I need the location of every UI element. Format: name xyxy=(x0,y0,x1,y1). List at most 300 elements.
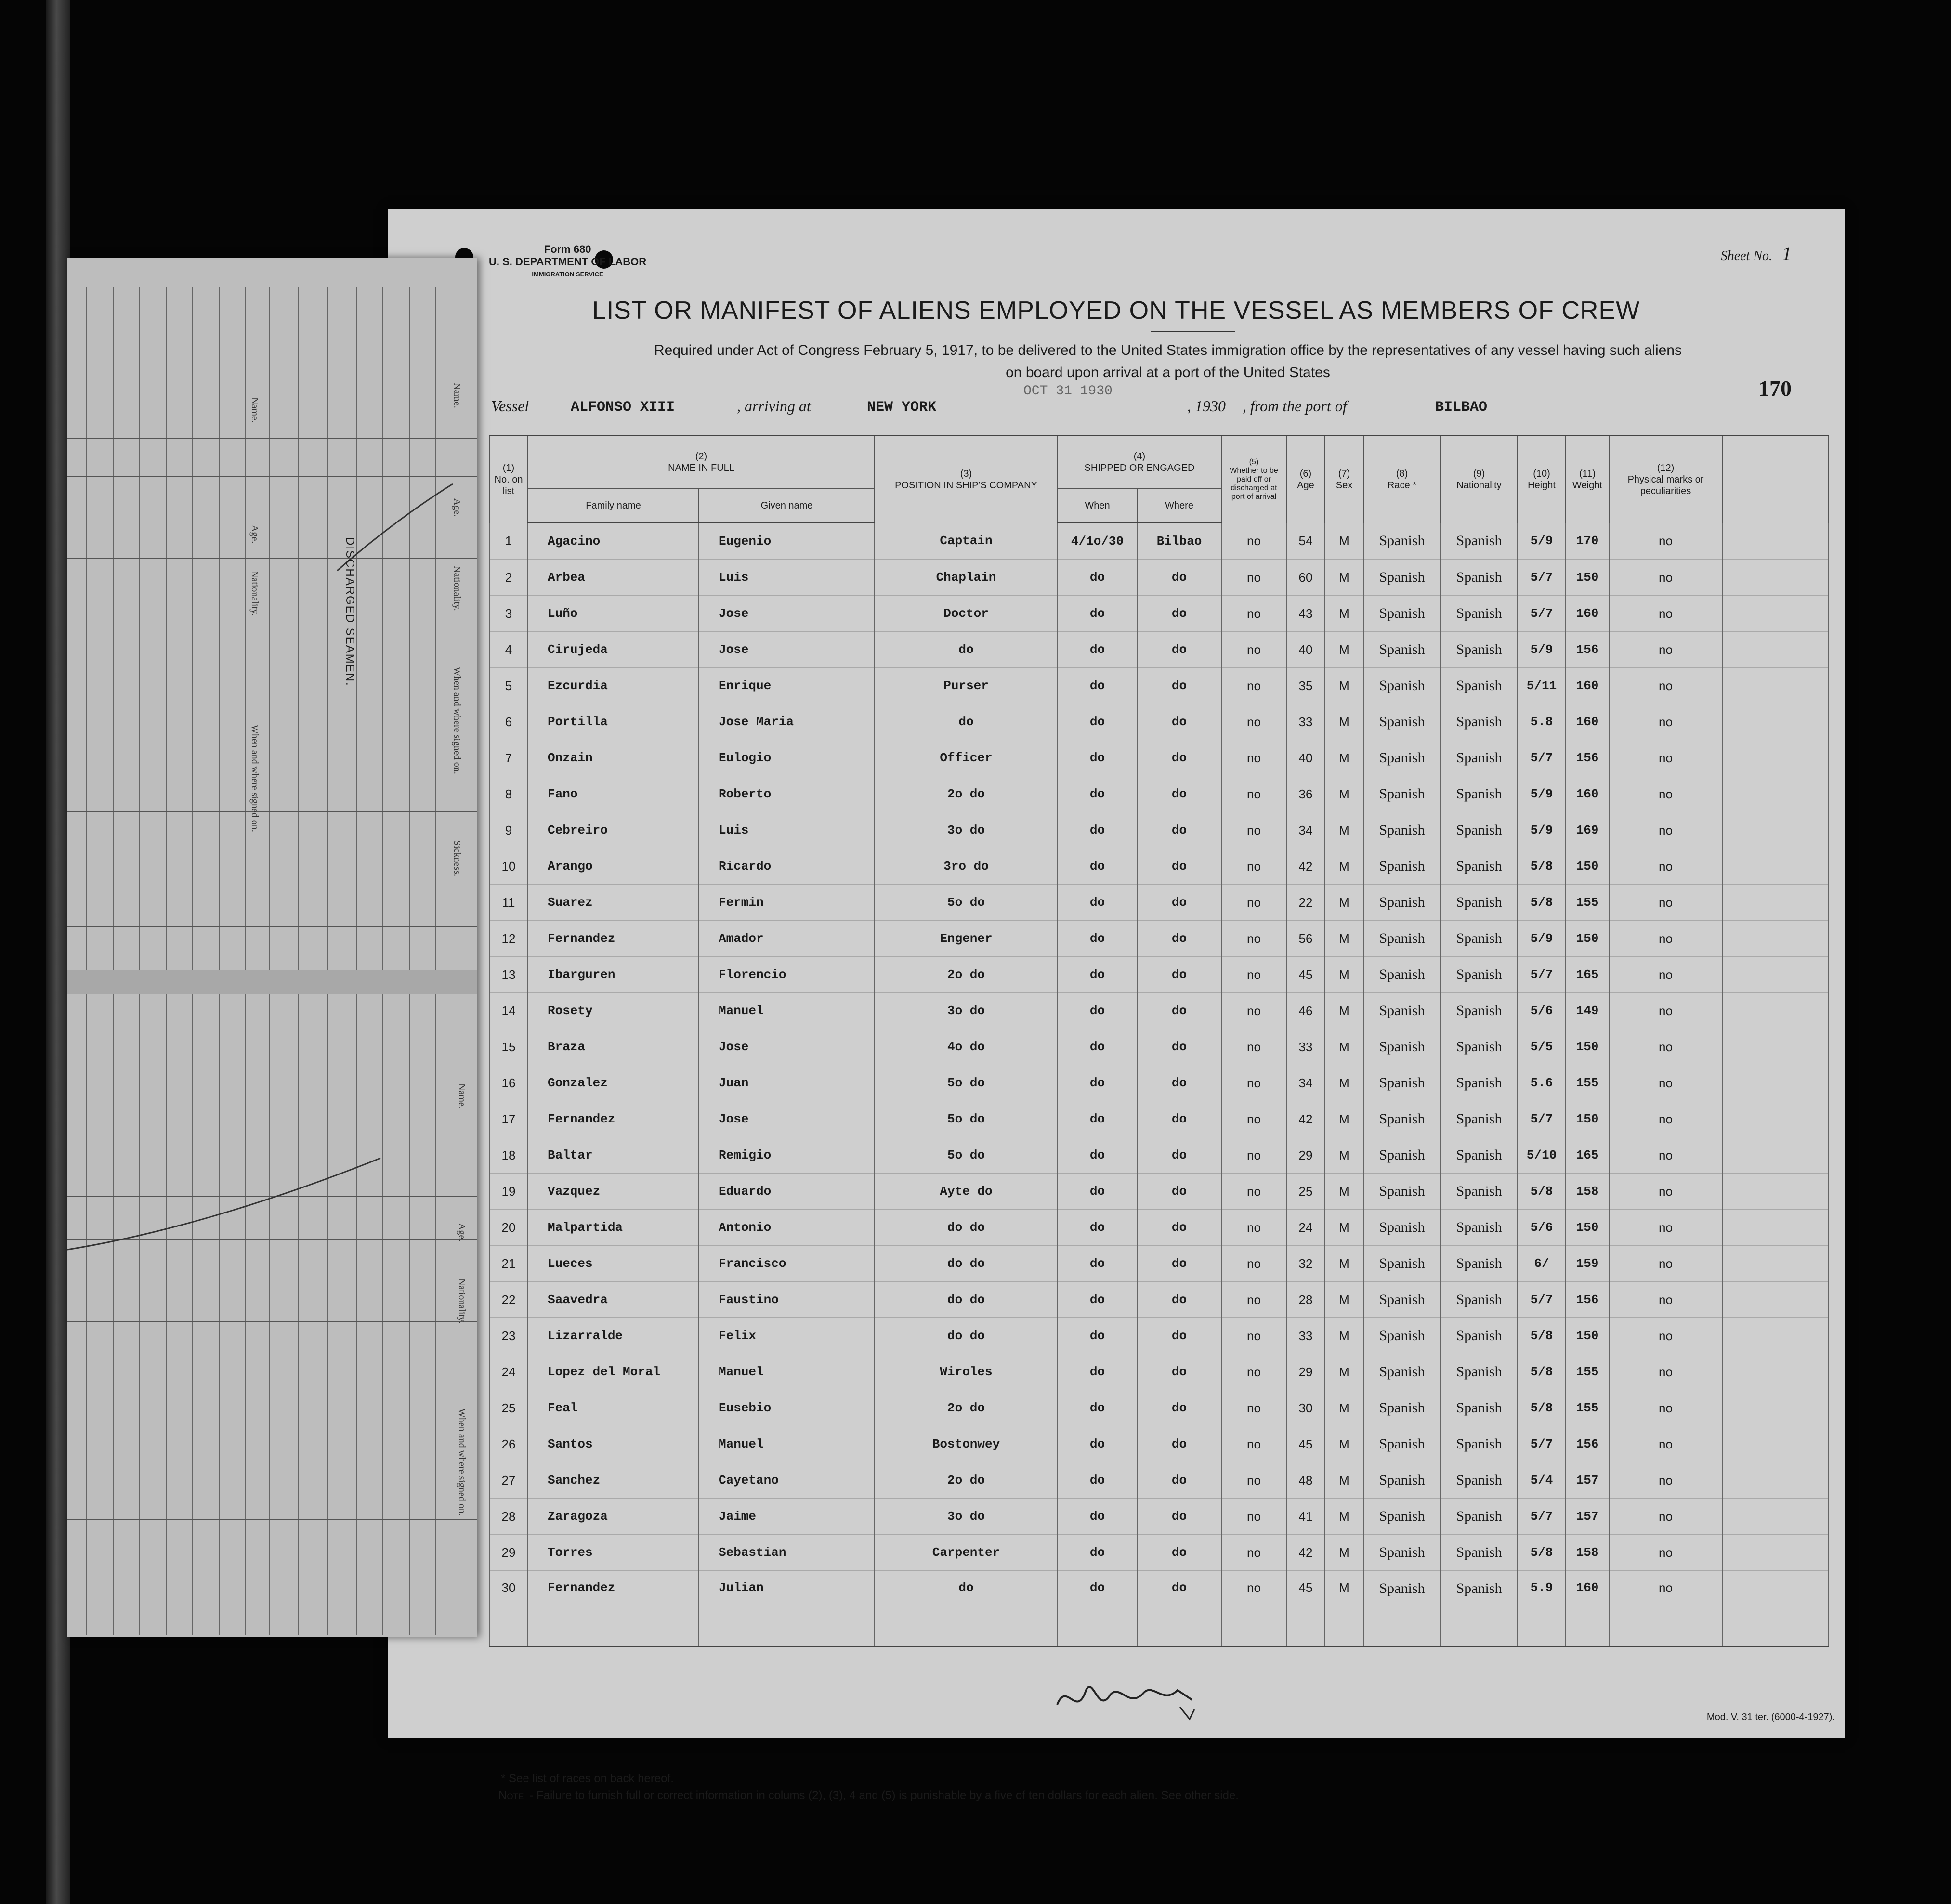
vessel-line xyxy=(491,384,1647,421)
position: Bostonwey xyxy=(875,1426,1058,1462)
race: Spanish xyxy=(1363,848,1440,885)
given-name: Florencio xyxy=(699,957,875,993)
given-name: Roberto xyxy=(699,776,875,812)
given-name: Jose xyxy=(699,596,875,632)
weight: 156 xyxy=(1566,632,1609,668)
col-age-header: (6) Age xyxy=(1286,436,1325,523)
footnote: * See list of races on back hereof. xyxy=(501,1772,674,1785)
race: Spanish xyxy=(1363,704,1440,740)
table-row xyxy=(489,704,1828,740)
given-name: Jaime xyxy=(699,1499,875,1535)
row-number: 15 xyxy=(489,1029,528,1065)
position: 2o do xyxy=(875,1462,1058,1499)
age: 40 xyxy=(1286,632,1325,668)
nationality: Spanish xyxy=(1440,957,1518,993)
blank-cell xyxy=(1722,596,1828,632)
shipped-when: do xyxy=(1058,1137,1137,1174)
family-name: Ibarguren xyxy=(528,957,699,993)
col-given-header: Given name xyxy=(699,489,875,523)
weight: 156 xyxy=(1566,1426,1609,1462)
shipped-when: do xyxy=(1058,740,1137,776)
physical-marks: no xyxy=(1609,668,1722,704)
blank-cell xyxy=(1722,632,1828,668)
height: 5/9 xyxy=(1518,921,1566,957)
height: 5.8 xyxy=(1518,704,1566,740)
shipped-when: do xyxy=(1058,1282,1137,1318)
shipped-when: do xyxy=(1058,1029,1137,1065)
age: 48 xyxy=(1286,1462,1325,1499)
weight: 150 xyxy=(1566,1029,1609,1065)
weight: 157 xyxy=(1566,1499,1609,1535)
nationality: Spanish xyxy=(1440,1426,1518,1462)
row-number: 5 xyxy=(489,668,528,704)
position: do do xyxy=(875,1282,1058,1318)
paid-off: no xyxy=(1221,812,1286,848)
race: Spanish xyxy=(1363,957,1440,993)
blank-cell xyxy=(1722,1571,1828,1647)
sex: M xyxy=(1325,1462,1363,1499)
shipped-when: do xyxy=(1058,885,1137,921)
shipped-when: do xyxy=(1058,1210,1137,1246)
race: Spanish xyxy=(1363,1571,1440,1647)
race: Spanish xyxy=(1363,1029,1440,1065)
paid-off: no xyxy=(1221,1354,1286,1390)
physical-marks: no xyxy=(1609,704,1722,740)
height: 5/8 xyxy=(1518,1354,1566,1390)
weight: 155 xyxy=(1566,885,1609,921)
paid-off: no xyxy=(1221,740,1286,776)
table-row xyxy=(489,1390,1828,1426)
row-number: 22 xyxy=(489,1282,528,1318)
height: 5/9 xyxy=(1518,632,1566,668)
position: Captain xyxy=(875,523,1058,560)
physical-marks: no xyxy=(1609,632,1722,668)
physical-marks: no xyxy=(1609,812,1722,848)
shipped-where: do xyxy=(1137,1571,1221,1647)
nationality: Spanish xyxy=(1440,812,1518,848)
blank-cell xyxy=(1722,523,1828,560)
age: 56 xyxy=(1286,921,1325,957)
shipped-where: do xyxy=(1137,1065,1221,1101)
row-number: 16 xyxy=(489,1065,528,1101)
sex: M xyxy=(1325,1390,1363,1426)
physical-marks: no xyxy=(1609,1426,1722,1462)
weight: 160 xyxy=(1566,776,1609,812)
vessel-label: Vessel xyxy=(491,397,529,415)
race: Spanish xyxy=(1363,560,1440,596)
height: 5.9 xyxy=(1518,1571,1566,1647)
nationality: Spanish xyxy=(1440,668,1518,704)
shipped-where: do xyxy=(1137,1246,1221,1282)
sex: M xyxy=(1325,885,1363,921)
height: 5/9 xyxy=(1518,776,1566,812)
year: , 1930 xyxy=(1187,397,1226,415)
nationality: Spanish xyxy=(1440,523,1518,560)
age: 28 xyxy=(1286,1282,1325,1318)
physical-marks: no xyxy=(1609,957,1722,993)
family-name: Luño xyxy=(528,596,699,632)
race: Spanish xyxy=(1363,668,1440,704)
col-name-header: (2) NAME IN FULL xyxy=(528,436,875,489)
row-number: 6 xyxy=(489,704,528,740)
weight: 160 xyxy=(1566,596,1609,632)
position: 4o do xyxy=(875,1029,1058,1065)
arriving-port: NEW YORK xyxy=(867,399,937,416)
flap-label-signed-on: When and where signed on. xyxy=(452,667,462,774)
nationality: Spanish xyxy=(1440,632,1518,668)
position: 3o do xyxy=(875,812,1058,848)
nationality: Spanish xyxy=(1440,848,1518,885)
weight: 150 xyxy=(1566,848,1609,885)
family-name: Ezcurdia xyxy=(528,668,699,704)
height: 5/7 xyxy=(1518,1499,1566,1535)
given-name: Felix xyxy=(699,1318,875,1354)
given-name: Julian xyxy=(699,1571,875,1647)
height: 5/8 xyxy=(1518,1318,1566,1354)
shipped-where: do xyxy=(1137,1499,1221,1535)
family-name: Torres xyxy=(528,1535,699,1571)
paid-off: no xyxy=(1221,1462,1286,1499)
row-number: 14 xyxy=(489,993,528,1029)
shipped-where: do xyxy=(1137,1535,1221,1571)
paid-off: no xyxy=(1221,560,1286,596)
nationality: Spanish xyxy=(1440,1029,1518,1065)
nationality: Spanish xyxy=(1440,993,1518,1029)
family-name: Braza xyxy=(528,1029,699,1065)
row-number: 29 xyxy=(489,1535,528,1571)
height: 5/7 xyxy=(1518,560,1566,596)
table-row xyxy=(489,812,1828,848)
col-paid-header: (5) Whether to be paid off or discharged at port of arrival xyxy=(1221,436,1286,523)
family-name: Arango xyxy=(528,848,699,885)
age: 35 xyxy=(1286,668,1325,704)
age: 34 xyxy=(1286,1065,1325,1101)
blank-cell xyxy=(1722,1065,1828,1101)
weight: 160 xyxy=(1566,668,1609,704)
race: Spanish xyxy=(1363,776,1440,812)
blank-cell xyxy=(1722,1390,1828,1426)
physical-marks: no xyxy=(1609,1499,1722,1535)
paid-off: no xyxy=(1221,776,1286,812)
flap-grid xyxy=(67,258,477,1637)
race: Spanish xyxy=(1363,1426,1440,1462)
age: 45 xyxy=(1286,1571,1325,1647)
height: 5/7 xyxy=(1518,957,1566,993)
family-name: Vazquez xyxy=(528,1174,699,1210)
position: Carpenter xyxy=(875,1535,1058,1571)
blank-cell xyxy=(1722,776,1828,812)
blank-cell xyxy=(1722,848,1828,885)
given-name: Remigio xyxy=(699,1137,875,1174)
blank-cell xyxy=(1722,993,1828,1029)
race: Spanish xyxy=(1363,1318,1440,1354)
race: Spanish xyxy=(1363,740,1440,776)
weight: 155 xyxy=(1566,1354,1609,1390)
family-name: Rosety xyxy=(528,993,699,1029)
sex: M xyxy=(1325,704,1363,740)
blank-cell xyxy=(1722,1499,1828,1535)
nationality: Spanish xyxy=(1440,596,1518,632)
nationality: Spanish xyxy=(1440,1318,1518,1354)
nationality: Spanish xyxy=(1440,1246,1518,1282)
age: 40 xyxy=(1286,740,1325,776)
given-name: Faustino xyxy=(699,1282,875,1318)
flap-label-name: Name. xyxy=(457,1083,467,1109)
race: Spanish xyxy=(1363,1462,1440,1499)
family-name: Saavedra xyxy=(528,1282,699,1318)
weight: 157 xyxy=(1566,1462,1609,1499)
race: Spanish xyxy=(1363,1174,1440,1210)
row-number: 3 xyxy=(489,596,528,632)
family-name: Zaragoza xyxy=(528,1499,699,1535)
sex: M xyxy=(1325,776,1363,812)
age: 33 xyxy=(1286,1029,1325,1065)
nationality: Spanish xyxy=(1440,1354,1518,1390)
shipped-when: do xyxy=(1058,704,1137,740)
department-name: U. S. DEPARTMENT OF LABOR xyxy=(489,256,647,268)
paid-off: no xyxy=(1221,1571,1286,1647)
sex: M xyxy=(1325,740,1363,776)
age: 43 xyxy=(1286,596,1325,632)
physical-marks: no xyxy=(1609,848,1722,885)
weight: 156 xyxy=(1566,740,1609,776)
age: 42 xyxy=(1286,1101,1325,1137)
shipped-when: do xyxy=(1058,921,1137,957)
film-edge xyxy=(46,0,70,1904)
age: 45 xyxy=(1286,957,1325,993)
position: Officer xyxy=(875,740,1058,776)
shipped-when: do xyxy=(1058,668,1137,704)
paid-off: no xyxy=(1221,1499,1286,1535)
given-name: Jose xyxy=(699,632,875,668)
given-name: Eduardo xyxy=(699,1174,875,1210)
paid-off: no xyxy=(1221,1101,1286,1137)
col-blank-header xyxy=(1722,436,1828,523)
blank-cell xyxy=(1722,1354,1828,1390)
physical-marks: no xyxy=(1609,1174,1722,1210)
position: do do xyxy=(875,1246,1058,1282)
shipped-where: do xyxy=(1137,957,1221,993)
height: 5/9 xyxy=(1518,812,1566,848)
age: 32 xyxy=(1286,1246,1325,1282)
row-number: 27 xyxy=(489,1462,528,1499)
sex: M xyxy=(1325,1571,1363,1647)
position: do xyxy=(875,632,1058,668)
form-mod-number: Mod. V. 31 ter. (6000-4-1927). xyxy=(1706,1712,1835,1722)
blank-cell xyxy=(1722,740,1828,776)
flap-label-signed-on: When and where signed on. xyxy=(457,1408,467,1516)
height: 5/8 xyxy=(1518,885,1566,921)
family-name: Fernandez xyxy=(528,921,699,957)
table-row xyxy=(489,1318,1828,1354)
position: do xyxy=(875,704,1058,740)
paid-off: no xyxy=(1221,523,1286,560)
physical-marks: no xyxy=(1609,1354,1722,1390)
weight: 160 xyxy=(1566,704,1609,740)
flap-label-nationality: Nationality. xyxy=(452,566,462,611)
shipped-when: do xyxy=(1058,560,1137,596)
row-number: 25 xyxy=(489,1390,528,1426)
height: 5/11 xyxy=(1518,668,1566,704)
blank-cell xyxy=(1722,560,1828,596)
position: 3o do xyxy=(875,1499,1058,1535)
nationality: Spanish xyxy=(1440,1499,1518,1535)
age: 29 xyxy=(1286,1137,1325,1174)
flap-label-nationality: Nationality. xyxy=(457,1278,467,1324)
table-row xyxy=(489,1571,1828,1647)
physical-marks: no xyxy=(1609,1065,1722,1101)
position: 5o do xyxy=(875,1101,1058,1137)
position: 5o do xyxy=(875,1065,1058,1101)
paid-off: no xyxy=(1221,1210,1286,1246)
shipped-when: do xyxy=(1058,993,1137,1029)
given-name: Jose xyxy=(699,1029,875,1065)
blank-cell xyxy=(1722,1246,1828,1282)
physical-marks: no xyxy=(1609,921,1722,957)
sheet-number-label: Sheet No. xyxy=(1720,248,1772,263)
shipped-where: do xyxy=(1137,1210,1221,1246)
table-row xyxy=(489,1535,1828,1571)
table-row xyxy=(489,1246,1828,1282)
sex: M xyxy=(1325,560,1363,596)
table-row xyxy=(489,1282,1828,1318)
sex: M xyxy=(1325,1065,1363,1101)
flap-label-age: Age. xyxy=(249,525,260,544)
family-name: Lizarralde xyxy=(528,1318,699,1354)
shipped-when: do xyxy=(1058,957,1137,993)
blank-cell xyxy=(1722,885,1828,921)
shipped-when: do xyxy=(1058,1571,1137,1647)
sex: M xyxy=(1325,1137,1363,1174)
nationality: Spanish xyxy=(1440,1390,1518,1426)
physical-marks: no xyxy=(1609,1535,1722,1571)
row-number: 8 xyxy=(489,776,528,812)
shipped-when: do xyxy=(1058,776,1137,812)
nationality: Spanish xyxy=(1440,1571,1518,1647)
row-number: 1 xyxy=(489,523,528,560)
given-name: Luis xyxy=(699,812,875,848)
given-name: Antonio xyxy=(699,1210,875,1246)
row-number: 11 xyxy=(489,885,528,921)
age: 54 xyxy=(1286,523,1325,560)
row-number: 18 xyxy=(489,1137,528,1174)
nationality: Spanish xyxy=(1440,885,1518,921)
shipped-when: do xyxy=(1058,1390,1137,1426)
flap-label-signed-on: When and where signed on. xyxy=(249,725,260,832)
manifest-sheet xyxy=(388,209,1845,1802)
flap-title: DISCHARGED SEAMEN. xyxy=(343,537,356,687)
age: 36 xyxy=(1286,776,1325,812)
row-number: 13 xyxy=(489,957,528,993)
age: 29 xyxy=(1286,1354,1325,1390)
height: 5/7 xyxy=(1518,1426,1566,1462)
sex: M xyxy=(1325,1101,1363,1137)
physical-marks: no xyxy=(1609,1137,1722,1174)
signature xyxy=(1052,1671,1197,1724)
height: 5/8 xyxy=(1518,1390,1566,1426)
height: 5/7 xyxy=(1518,740,1566,776)
shipped-where: do xyxy=(1137,812,1221,848)
shipped-when: do xyxy=(1058,1101,1137,1137)
given-name: Jose Maria xyxy=(699,704,875,740)
family-name: Arbea xyxy=(528,560,699,596)
table-row xyxy=(489,596,1828,632)
sex: M xyxy=(1325,1354,1363,1390)
physical-marks: no xyxy=(1609,1101,1722,1137)
shipped-where: do xyxy=(1137,1318,1221,1354)
family-name: Lueces xyxy=(528,1246,699,1282)
family-name: Portilla xyxy=(528,704,699,740)
race: Spanish xyxy=(1363,1499,1440,1535)
age: 30 xyxy=(1286,1390,1325,1426)
position: do do xyxy=(875,1318,1058,1354)
col-weight-header: (11) Weight xyxy=(1566,436,1609,523)
shipped-where: do xyxy=(1137,1462,1221,1499)
row-number: 26 xyxy=(489,1426,528,1462)
family-name: Suarez xyxy=(528,885,699,921)
col-where-header: Where xyxy=(1137,489,1221,523)
paid-off: no xyxy=(1221,1318,1286,1354)
race: Spanish xyxy=(1363,885,1440,921)
paid-off: no xyxy=(1221,1246,1286,1282)
position: 2o do xyxy=(875,957,1058,993)
shipped-where: do xyxy=(1137,885,1221,921)
shipped-where: do xyxy=(1137,1354,1221,1390)
from-port-label: , from the port of xyxy=(1243,397,1347,415)
race: Spanish xyxy=(1363,1535,1440,1571)
shipped-where: do xyxy=(1137,632,1221,668)
position: Doctor xyxy=(875,596,1058,632)
table-row xyxy=(489,1210,1828,1246)
paid-off: no xyxy=(1221,993,1286,1029)
blank-cell xyxy=(1722,812,1828,848)
physical-marks: no xyxy=(1609,1390,1722,1426)
weight: 158 xyxy=(1566,1535,1609,1571)
flap-label-age: Age. xyxy=(452,498,462,517)
from-port: BILBAO xyxy=(1435,399,1488,416)
form-number: Form 680 xyxy=(544,243,591,255)
paid-off: no xyxy=(1221,1426,1286,1462)
race: Spanish xyxy=(1363,523,1440,560)
table-row xyxy=(489,776,1828,812)
shipped-when: do xyxy=(1058,596,1137,632)
physical-marks: no xyxy=(1609,1210,1722,1246)
given-name: Eulogio xyxy=(699,740,875,776)
race: Spanish xyxy=(1363,921,1440,957)
sex: M xyxy=(1325,523,1363,560)
shipped-where: do xyxy=(1137,1282,1221,1318)
shipped-where: do xyxy=(1137,560,1221,596)
given-name: Luis xyxy=(699,560,875,596)
table-row xyxy=(489,1065,1828,1101)
weight: 150 xyxy=(1566,560,1609,596)
weight: 165 xyxy=(1566,957,1609,993)
table-row xyxy=(489,921,1828,957)
flap-label-nationality: Nationality. xyxy=(249,571,260,616)
age: 25 xyxy=(1286,1174,1325,1210)
table-row xyxy=(489,957,1828,993)
shipped-when: do xyxy=(1058,1174,1137,1210)
height: 5/5 xyxy=(1518,1029,1566,1065)
shipped-where: do xyxy=(1137,704,1221,740)
paid-off: no xyxy=(1221,1137,1286,1174)
height: 5/10 xyxy=(1518,1137,1566,1174)
nationality: Spanish xyxy=(1440,1101,1518,1137)
shipped-when: do xyxy=(1058,632,1137,668)
physical-marks: no xyxy=(1609,1571,1722,1647)
shipped-when: do xyxy=(1058,1354,1137,1390)
weight: 158 xyxy=(1566,1174,1609,1210)
